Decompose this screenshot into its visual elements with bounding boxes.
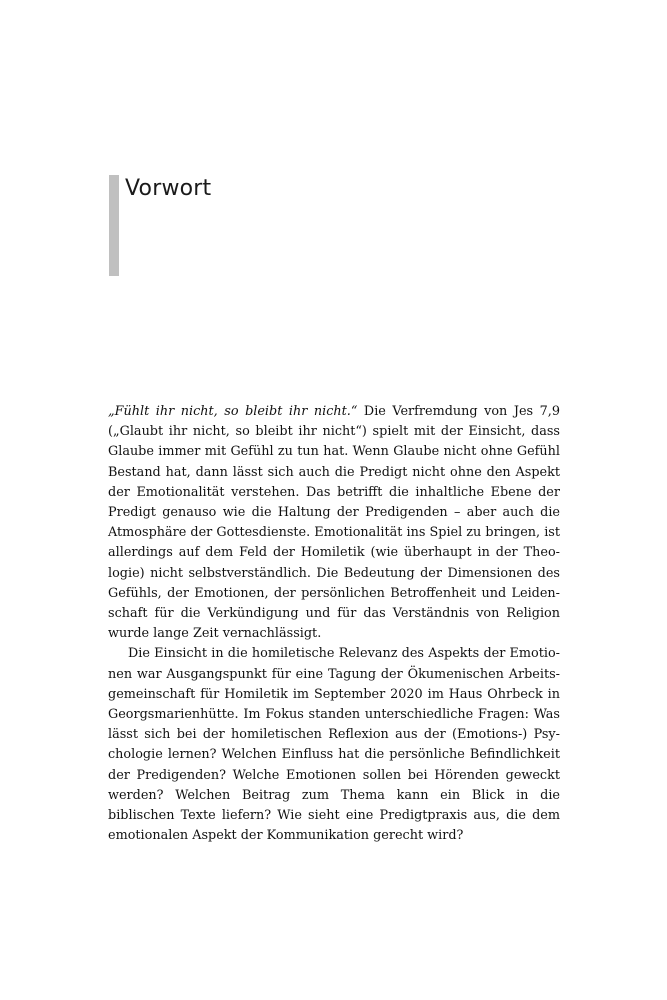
paragraph-1-text: Die Verfremdung von Jes 7,9 („Glaubt ihr nicht, so bleibt ihr nicht“) spielt mit der Einsicht, dass Glaube immer mit Gefühl zu tun hat. Wenn Glaube nicht ohne Gefühl Bestand hat, dann lässt sich auch die Predigt nicht ohne den Aspekt der Emotionalität verstehen. Das betrifft die inhaltliche Ebene der Predigt genauso wie die Haltung der Predigenden – aber auch die Atmosphäre der Gottesdienste. Emotionalität ins Spiel zu bringen, ist allerdings auf dem Feld der Homiletik (wie überhaupt in der Theologie) nicht selbstverständlich. Die Bedeutung der Dimensionen des Gefühls, der Emotionen, der persönlichen Betroffenheit und Leidenschaft für die Verkündigung und für das Verständnis von Religion wurde lange Zeit vernachlässigt.: [108, 404, 561, 642]
paragraph-1-quote: „Fühlt ihr nicht, so bleibt ihr nicht.“: [108, 404, 358, 419]
paragraph-1: [108, 402, 560, 644]
body-text: [108, 402, 560, 846]
paragraph-2: Die Einsicht in die homiletische Relevanz des Aspekts der Emotionen war Ausgangspunkt für eine Tagung der Ökumenischen Arbeitsgemeinschaft für Homiletik im September 2020 im Haus Ohrbeck in Georgsmarienhütte. Im Fokus standen unterschiedliche Fragen: Was lässt sich bei der homiletischen Reflexion aus der (Emotions-) Psychologie lernen? Welchen Einfluss hat die persönliche Befindlichkeit der Predigenden? Welche Emotionen sollen bei Hörenden geweckt werden? Welchen Beitrag zum Thema kann ein Blick in die biblischen Texte liefern? Wie sieht eine Predigtpraxis aus, die dem emotionalen Aspekt der Kommunikation gerecht wird?: [108, 646, 560, 844]
chapter-heading-bar: [109, 175, 119, 276]
chapter-title: Vorwort: [125, 176, 212, 201]
